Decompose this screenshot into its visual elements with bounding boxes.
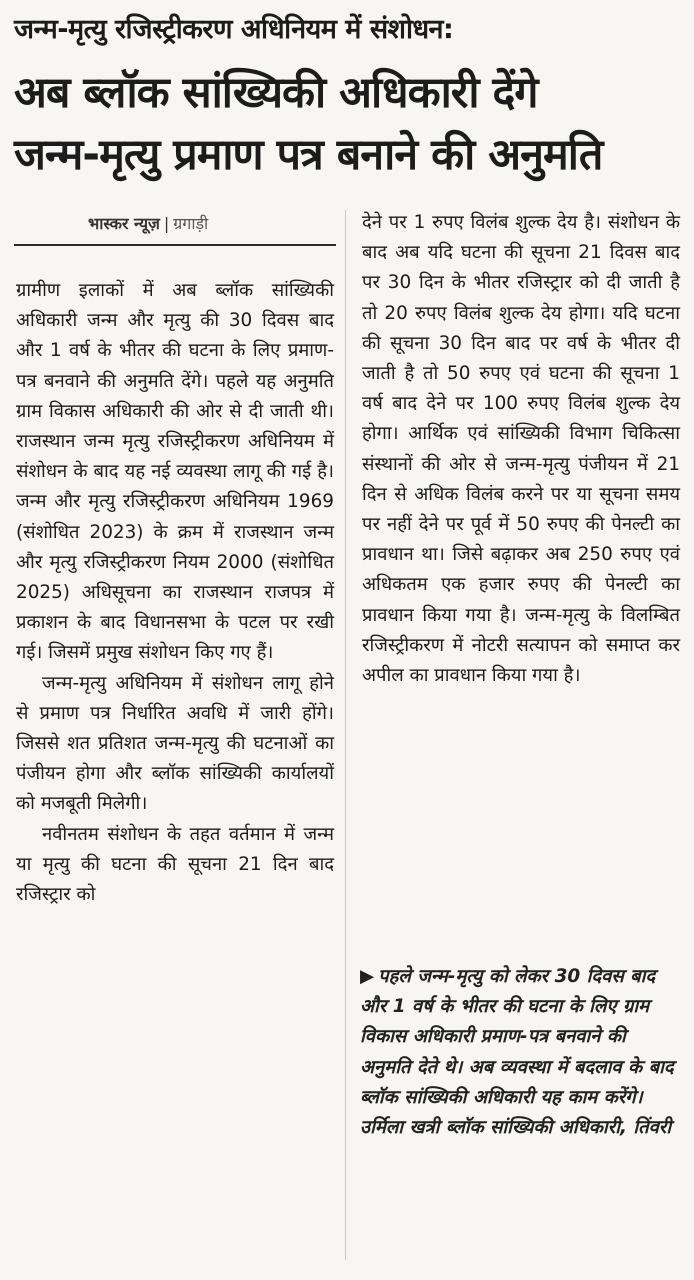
byline-place: ग्रगाड़ी [173, 214, 209, 233]
paragraph: नवीनतम संशोधन के तहत वर्तमान में जन्म या मृत्यु की घटना की सूचना 21 दिन बाद रजिस्ट्रार को [16, 823, 334, 906]
pull-quote [360, 962, 680, 1143]
byline-separator: | [163, 214, 170, 233]
paragraph: देने पर 1 रुपए विलंब शुल्क देय है। संशोधन के बाद अब यदि घटना की सूचना 21 दिवस बाद पर 30 दिन के भीतर रजिस्ट्रार को दी जाती है तो 20 रुपए विलंब शुल्क देय होगा। यदि घटना की सूचना 30 दिन बाद पर वर्ष के भीतर दी जाती है तो 50 रुपए एवं घटना की सूचना 1 वर्ष बाद देने पर 100 रुपए विलंब शुल्क देय होगा। आर्थिक एवं सांख्यिकी विभाग चिकित्सा संस्थानों की ओर से जन्म-मृत्यु पंजीयन में 21 दिन से अधिक विलंब करने पर या सूचना समय पर नहीं देने पर पूर्व में 50 रुपए की पेनल्टी का प्रावधान था। जिसे बढ़ाकर अब 250 रुपए एवं अधिकतम एक हजार रुपए की पेनल्टी का प्रावधान किया गया है। जन्म-मृत्यु के विलम्बित रजिस्ट्रीकरण में नोटरी सत्यापन को समाप्त कर अपील का प्रावधान किया गया है। [362, 212, 680, 687]
article-kicker: जन्म-मृत्यु रजिस्ट्रीकरण अधिनियम में संशोधन: [14, 14, 454, 45]
paragraph: ग्रामीण इलाकों में अब ब्लॉक सांख्यिकी अधिकारी जन्म और मृत्यु की 30 दिवस बाद और 1 वर्ष के भीतर की घटना के लिए प्रमाण-पत्र बनवाने की अनुमति देंगे। पहले यह अनुमति ग्राम विकास अधिकारी की ओर से दी जाती थी। राजस्थान जन्म मृत्यु रजिस्ट्रीकरण अधिनियम में संशोधन के बाद यह नई व्यवस्था लागू की गई है। जन्म और मृत्यु रजिस्ट्रीकरण अधिनियम 1969 (संशोधित 2023) के क्रम में राजस्थान जन्म और मृत्यु रजिस्ट्रीकरण नियम 2000 (संशोधित 2025) अधिसूचना का राजस्थान राजपत्र में प्रकाशन के बाद विधानसभा के पटल पर रखी गई। जिसमें प्रमुख संशोधन किए गए हैं। [16, 280, 334, 664]
quote-author: उर्मिला खत्री [360, 1117, 440, 1139]
headline-line-2: जन्म-मृत्यु प्रमाण पत्र बनाने की अनुमति [14, 130, 603, 180]
byline-source: भास्कर न्यूज़ [88, 214, 160, 233]
article-column-right [362, 208, 680, 691]
byline [88, 212, 208, 234]
byline-rule [14, 244, 336, 246]
quote-marker-icon: ▶ [360, 966, 375, 987]
column-divider [345, 210, 346, 1260]
paragraph: जन्म-मृत्यु अधिनियम में संशोधन लागू होने से प्रमाण पत्र निर्धारित अवधि में जारी होंगे। जिससे शत प्रतिशत जन्म-मृत्यु की घटनाओं का पंजीयन होगा और ब्लॉक सांख्यिकी कार्यालयों को मजबूती मिलेगी। [16, 672, 334, 815]
quote-text: पहले जन्म-मृत्यु को लेकर 30 दिवस बाद और 1 वर्ष के भीतर की घटना के लिए ग्राम विकास अधिकारी प्रमाण-पत्र बनवाने की अनुमति देते थे। अब व्यवस्था में बदलाव के बाद ब्लॉक सांख्यिकी अधिकारी यह काम करेंगे। [360, 966, 674, 1108]
article-headline [14, 62, 684, 186]
quote-author-role: ब्लॉक सांख्यिकी अधिकारी, तिंवरी [445, 1117, 672, 1139]
headline-line-1: अब ब्लॉक सांख्यिकी अधिकारी देंगे [14, 68, 538, 118]
article-column-left [16, 276, 334, 910]
